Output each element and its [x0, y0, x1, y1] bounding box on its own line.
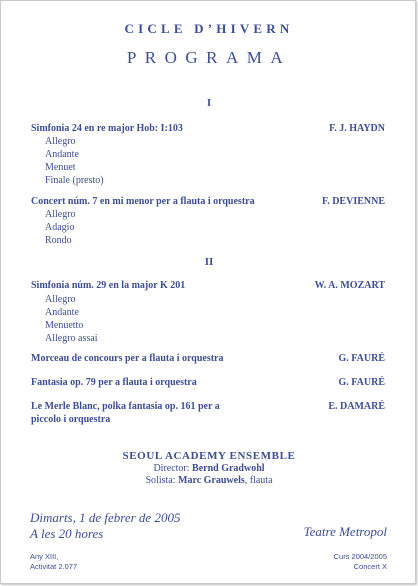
footer-course: Curs 2004/2005	[333, 552, 387, 561]
movement: Allegro	[45, 294, 76, 305]
movement: Menuet	[45, 162, 76, 173]
movement: Adagio	[45, 222, 75, 233]
work-title: Fantasia op. 79 per a flauta i orquestra	[31, 377, 197, 388]
event-venue: Teatre Metropol	[303, 524, 387, 539]
work-composer: G. FAURÉ	[338, 353, 385, 364]
movement: Allegro	[45, 136, 76, 147]
part-two-numeral: II	[204, 256, 214, 268]
work-composer: G. FAURÉ	[338, 377, 385, 388]
work-composer: W. A. MOZART	[314, 280, 385, 291]
soloist-name: Marc Grauwels	[178, 475, 245, 486]
ensemble-name: SEOUL ACADEMY ENSEMBLE	[122, 450, 296, 462]
work-title: Morceau de concours per a flauta i orquestra	[31, 353, 224, 364]
program-title: PROGRAMA	[126, 48, 292, 67]
soloist-label: Solista:	[145, 475, 176, 486]
footer-year: Any XIII,	[30, 552, 59, 561]
movement: Rondo	[45, 235, 72, 246]
movement: Andante	[45, 307, 79, 318]
footer-concert: Concert X	[353, 562, 387, 571]
soloist-instrument: , flauta	[244, 475, 273, 486]
soloist-credit	[1, 475, 417, 486]
movement: Allegro assai	[45, 333, 98, 344]
work-title: Concert núm. 7 en mi menor per a flauta i orquestra	[31, 196, 255, 207]
work-title-continued: piccolo i orquestra	[31, 414, 111, 425]
director-label: Director:	[153, 463, 190, 474]
movement: Finale (presto)	[45, 175, 104, 186]
part-one-numeral: I	[206, 97, 212, 109]
work-title: Simfonia 24 en re major Hob: I:103	[31, 123, 183, 134]
work-composer: E. DAMARÉ	[328, 401, 385, 412]
work-title: Simfonia núm. 29 en la major K 201	[31, 280, 186, 291]
work-composer: F. DEVIENNE	[322, 196, 385, 207]
cycle-title: CICLE D’HIVERN	[124, 21, 294, 36]
director-name: Bernd Gradwohl	[192, 463, 265, 474]
event-date: Dimarts, 1 de febrer de 2005	[30, 510, 181, 525]
footer-activity: Activitat 2.077	[30, 562, 78, 571]
movement: Menuetto	[45, 320, 84, 331]
work-composer: F. J. HAYDN	[329, 123, 385, 134]
event-time: A les 20 hores	[30, 526, 104, 541]
movement: Allegro	[45, 209, 76, 220]
director-credit	[1, 463, 417, 474]
movement: Andante	[45, 149, 79, 160]
work-title: Le Merle Blanc, polka fantasia op. 161 per a	[31, 401, 220, 412]
